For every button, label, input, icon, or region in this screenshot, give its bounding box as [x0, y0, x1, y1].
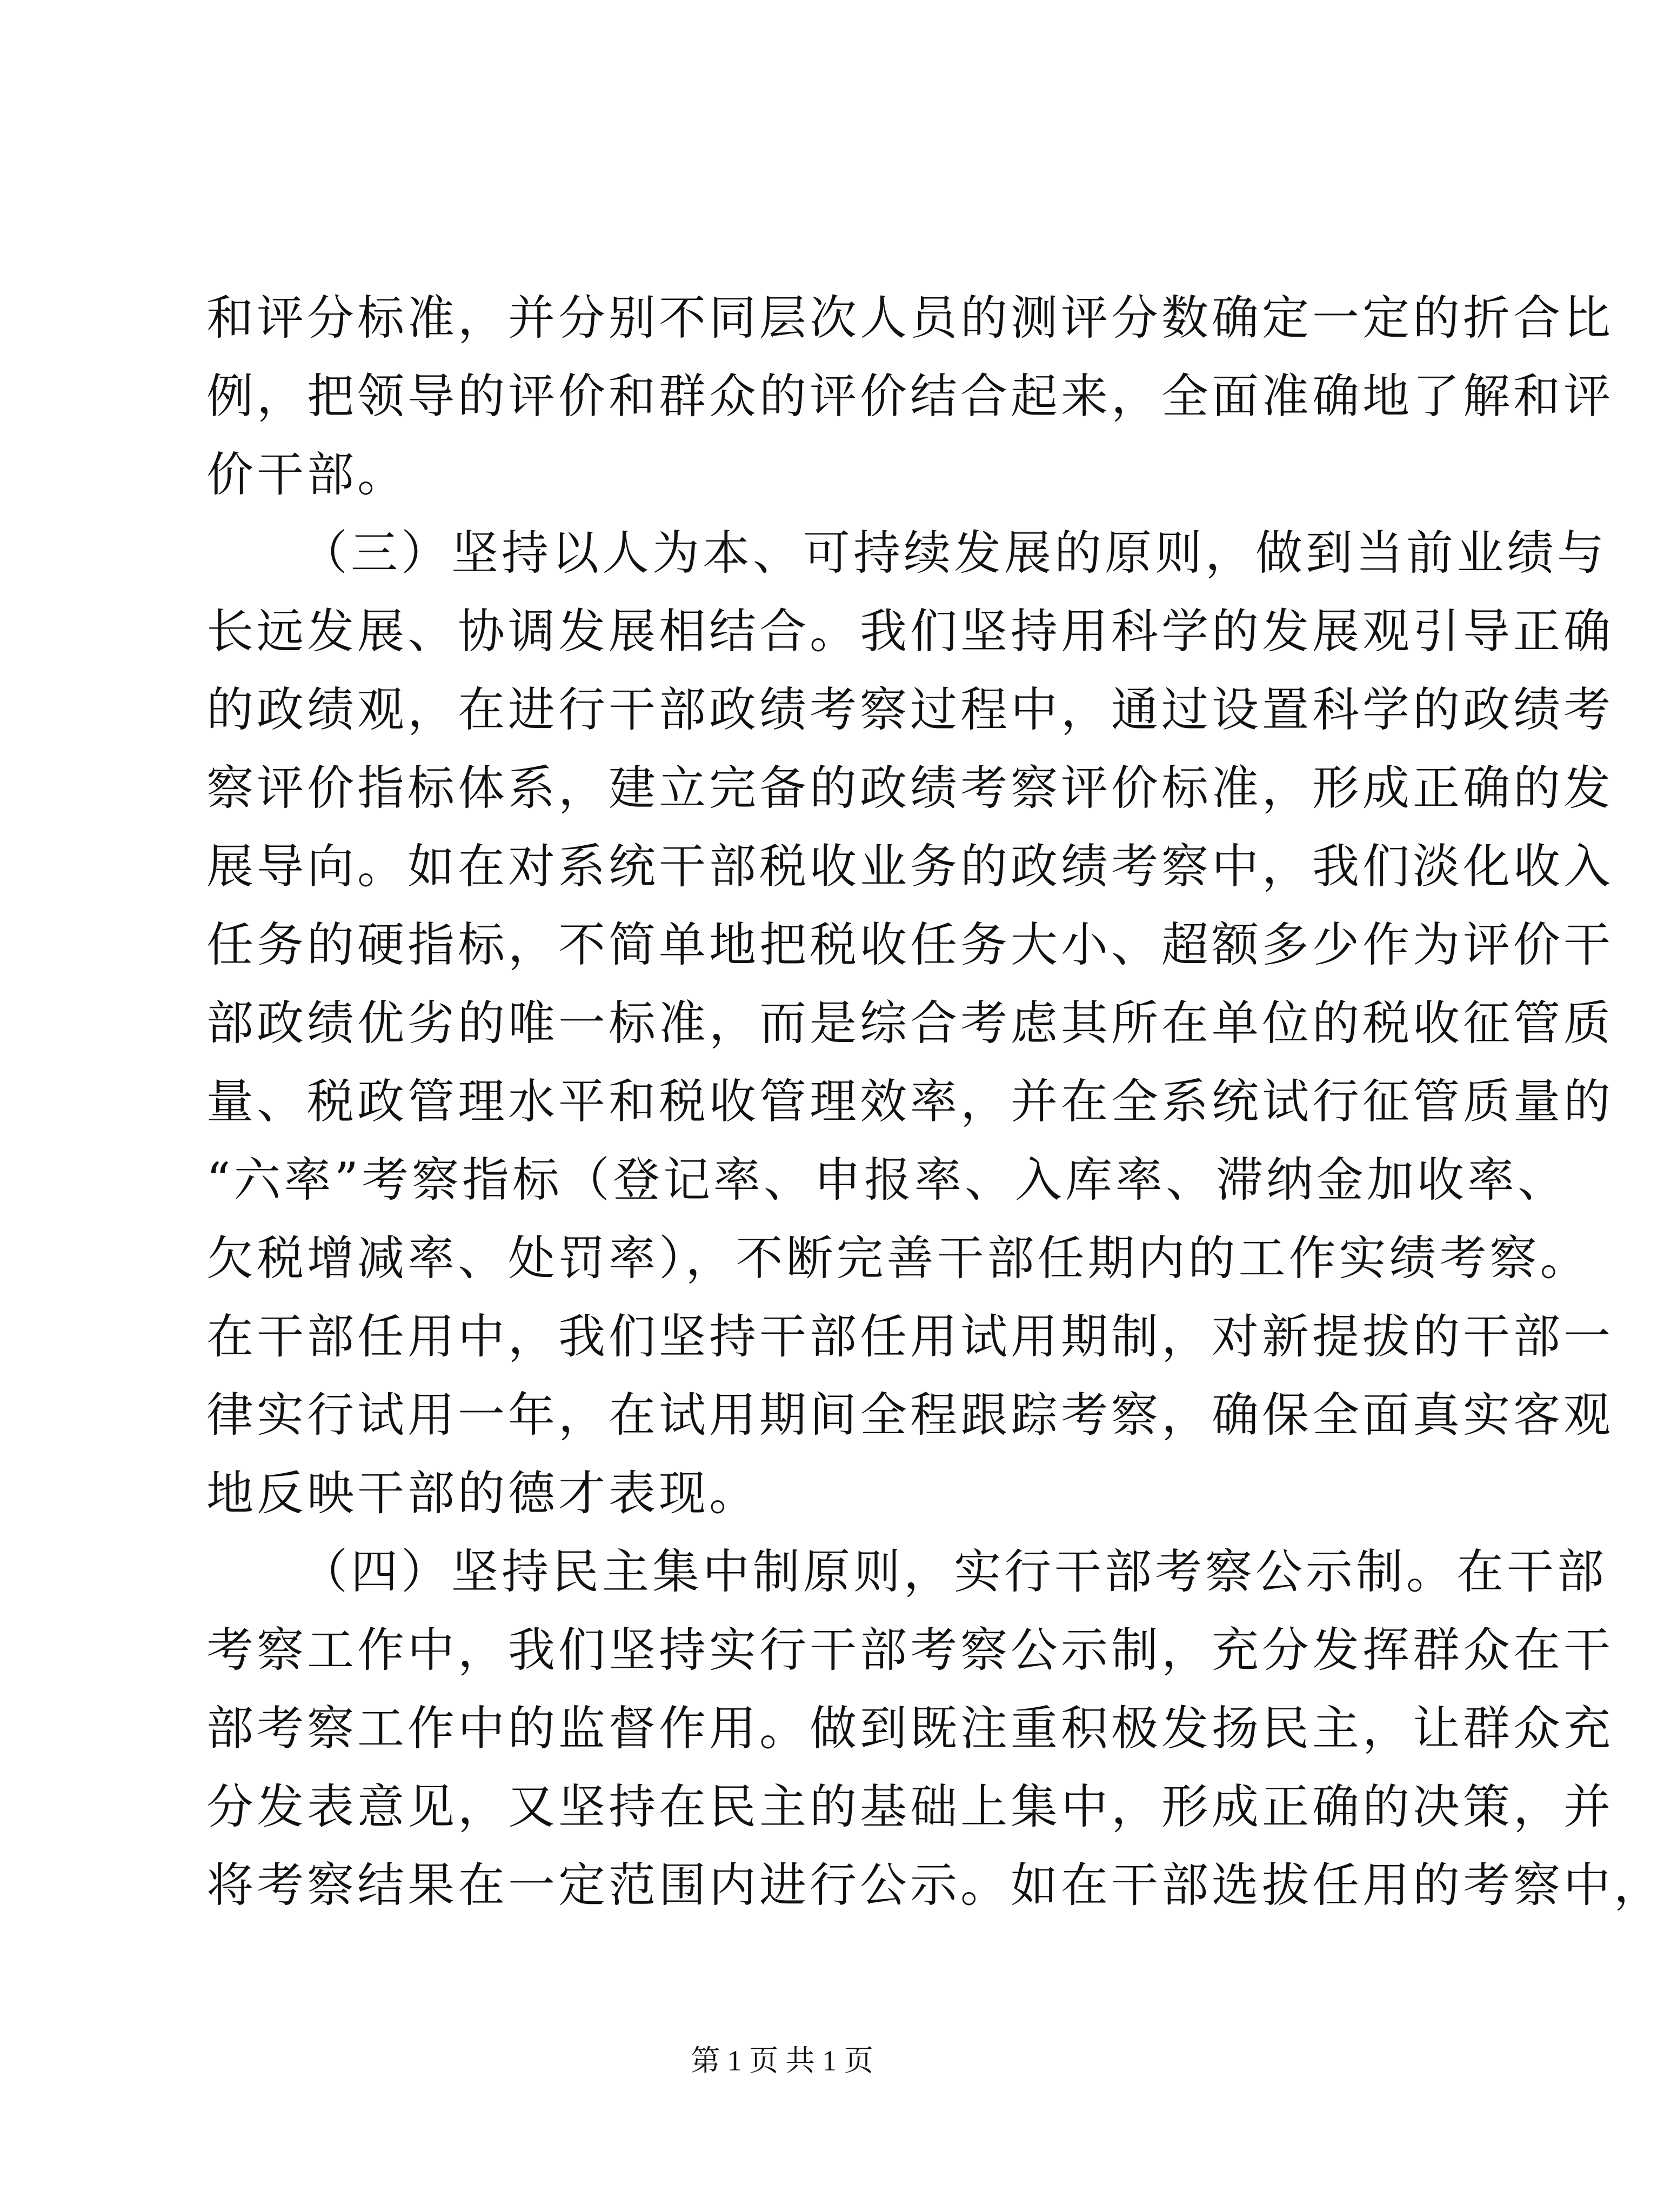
text-line: “六率”考察指标（登记率、申报率、入库率、滞纳金加收率、: [206, 1152, 1568, 1207]
text-line: 部政绩优劣的唯一标准，而是综合考虑其所在单位的税收征管质: [206, 995, 1614, 1051]
text-line: 察评价指标体系，建立完备的政绩考察评价标准，形成正确的发: [206, 760, 1614, 816]
text-line: 将考察结果在一定范围内进行公示。如在干部选拔任用的考察中，: [206, 1857, 1664, 1913]
text-line: 例，把领导的评价和群众的评价结合起来，全面准确地了解和评: [206, 369, 1614, 424]
paragraph-heading-4: （四）坚持民主集中制原则，实行干部考察公示制。在干部: [300, 1544, 1607, 1599]
page-number-footer: 第 1 页 共 1 页: [691, 2044, 873, 2077]
text-line: 展导向。如在对系统干部税收业务的政绩考察中，我们淡化收入: [206, 839, 1614, 894]
text-line: 和评分标准，并分别不同层次人员的测评分数确定一定的折合比: [206, 290, 1614, 345]
text-line: 在干部任用中，我们坚持干部任用试用期制，对新提拔的干部一: [206, 1309, 1614, 1364]
text-line: 价干部。: [206, 447, 407, 502]
text-line: 律实行试用一年，在试用期间全程跟踪考察，确保全面真实客观: [206, 1387, 1614, 1442]
text-line: 部考察工作中的监督作用。做到既注重积极发扬民主，让群众充: [206, 1701, 1614, 1756]
text-line: 欠税增减率、处罚率），不断完善干部任期内的工作实绩考察。: [206, 1231, 1591, 1286]
text-line: 任务的硬指标，不简单地把税收任务大小、超额多少作为评价干: [206, 917, 1614, 972]
text-line: 的政绩观，在进行干部政绩考察过程中，通过设置科学的政绩考: [206, 682, 1614, 737]
text-line: 分发表意见，又坚持在民主的基础上集中，形成正确的决策，并: [206, 1779, 1614, 1834]
text-line: 长远发展、协调发展相结合。我们坚持用科学的发展观引导正确: [206, 604, 1614, 659]
text-line: 考察工作中，我们坚持实行干部考察公示制，充分发挥群众在干: [206, 1622, 1614, 1678]
paragraph-heading-3: （三）坚持以人为本、可持续发展的原则，做到当前业绩与: [300, 525, 1607, 580]
text-line: 地反映干部的德才表现。: [206, 1466, 759, 1521]
text-line: 量、税政管理水平和税收管理效率，并在全系统试行征管质量的: [206, 1074, 1614, 1129]
